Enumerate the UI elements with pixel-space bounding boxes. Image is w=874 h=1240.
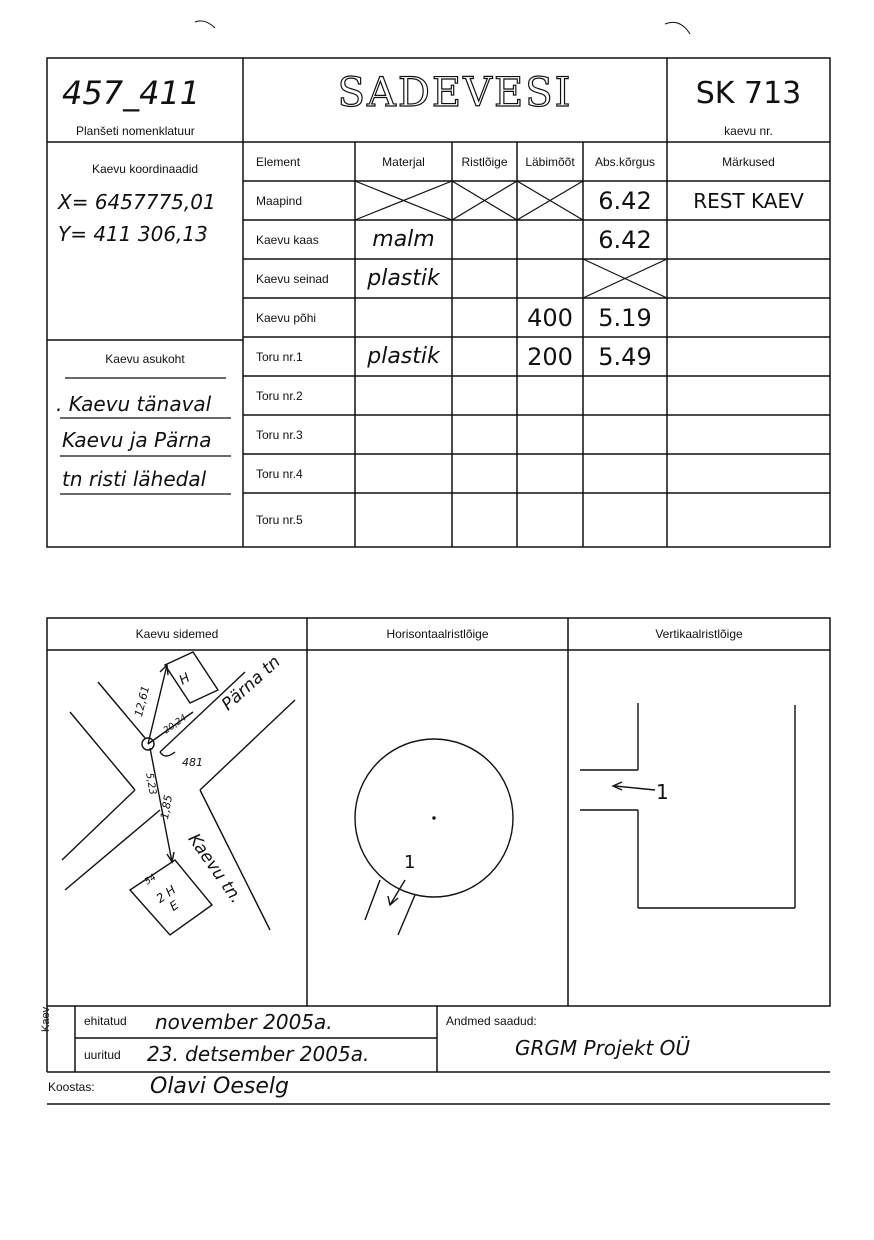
- vertical-section: [580, 703, 795, 908]
- well-number-label: kaevu nr.: [724, 124, 773, 138]
- row-element: Kaevu seinad: [256, 271, 329, 286]
- coordinate-x: X= 6457775,01: [58, 190, 216, 214]
- row-height: 5.19: [598, 303, 652, 332]
- building-label: H: [176, 670, 193, 689]
- header-height: Abs.kõrgus: [594, 154, 656, 169]
- pipe-label: 1: [656, 780, 669, 804]
- data-value: GRGM Projekt OÜ: [515, 1036, 691, 1060]
- pipe-label: 1: [404, 852, 416, 873]
- row-height: 5.49: [598, 342, 652, 371]
- location-line-2: Kaevu ja Pärna: [62, 428, 212, 452]
- row-element: Toru nr.2: [256, 388, 303, 403]
- header-material: Materjal: [382, 154, 425, 169]
- coordinate-y: Y= 411 306,13: [58, 222, 208, 246]
- sheet-label: Planšeti nomenklatuur: [76, 124, 195, 138]
- row-height: 6.42: [598, 186, 652, 215]
- row-element: Maapind: [256, 193, 303, 208]
- header-element: Element: [256, 154, 301, 169]
- horizontal-section: [355, 739, 513, 935]
- composed-label: Koostas:: [48, 1080, 95, 1094]
- sheet-number: 457_411: [62, 74, 201, 112]
- dimension-label: 12,61: [132, 684, 153, 719]
- section-vertical: Vertikaalristlõige: [655, 627, 743, 641]
- dimension-label: 5,23: [143, 772, 158, 796]
- data-label: Andmed saadud:: [446, 1014, 537, 1028]
- coordinates-label: Kaevu koordinaadid: [91, 162, 199, 176]
- building-label: 2 H E: [153, 882, 182, 914]
- built-label: ehitatud: [84, 1014, 127, 1028]
- street-label-kaevu: Kaevu tn.: [183, 830, 247, 908]
- section-horizontal: Horisontaalristlõige: [386, 627, 489, 641]
- header-diameter: Läbimõõt: [525, 154, 575, 169]
- row-element: Toru nr.3: [256, 427, 303, 442]
- dimension-label: 1,85: [158, 793, 176, 821]
- location-line-3: tn risti lähedal: [62, 467, 207, 491]
- row-element: Kaevu põhi: [256, 310, 317, 325]
- header-notes: Märkused: [722, 154, 775, 169]
- row-height: 6.42: [598, 225, 652, 254]
- side-label: Kaev: [40, 1006, 52, 1032]
- composed-value: Olavi Oeselg: [150, 1074, 289, 1099]
- surveyed-value: 23. detsember 2005a.: [147, 1042, 370, 1066]
- row-element: Kaevu kaas: [256, 232, 319, 247]
- location-label: Kaevu asukoht: [105, 352, 185, 366]
- row-material: plastik: [367, 344, 440, 369]
- row-diameter: 400: [527, 303, 573, 332]
- well-number: SK 713: [695, 76, 802, 111]
- section-connections: Kaevu sidemed: [135, 627, 219, 641]
- row-diameter: 200: [527, 342, 573, 371]
- row-element: Toru nr.4: [256, 466, 303, 481]
- page-title: SADEVESI: [337, 70, 573, 116]
- row-element: Toru nr.1: [256, 349, 303, 364]
- row-material: malm: [372, 227, 435, 252]
- row-notes: REST KAEV: [693, 188, 804, 213]
- street-label-parna: Pärna tn: [218, 652, 285, 715]
- surveyed-label: uuritud: [84, 1048, 121, 1062]
- location-line-1: . Kaevu tänaval: [56, 392, 212, 416]
- elevation-label: 481: [182, 756, 203, 769]
- building-number: 54: [143, 872, 159, 888]
- header-cross: Ristlõige: [461, 154, 508, 169]
- row-element: Toru nr.5: [256, 513, 303, 527]
- dimension-label: 20,24: [162, 713, 189, 737]
- built-value: november 2005a.: [155, 1010, 333, 1034]
- row-material: plastik: [367, 266, 440, 291]
